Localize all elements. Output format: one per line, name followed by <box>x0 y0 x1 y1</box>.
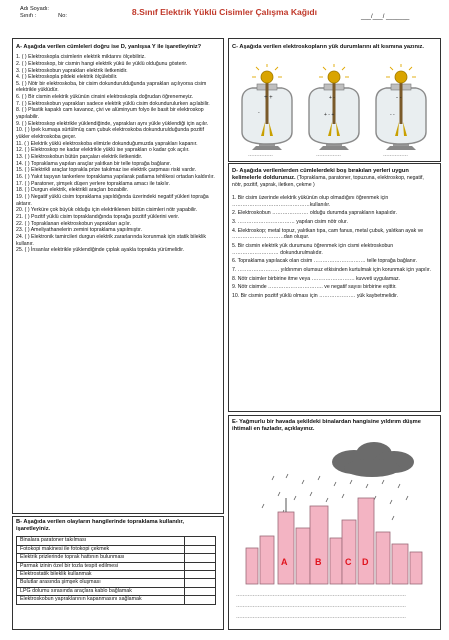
statement-item[interactable]: 14. ( ) Topraklama yapılan araçlar yalıtkan bir telle toprağa bağlanır. <box>16 160 172 167</box>
name-label: Adı Soyadı: <box>20 6 49 12</box>
fill-blank-item[interactable]: 6. Topraklama yapılacak olan cisim ………………………… telle toprağa bağlanır. <box>232 258 417 265</box>
table-row <box>17 537 216 545</box>
section-a-list <box>16 54 219 254</box>
event-cell: Elektroskobun yapraklarının kapanmasını sağlamak <box>17 596 185 604</box>
statement-item[interactable]: 25. ( ) İnsanlar elektrikle yüklendiğinde çıplak ayakla toprakta yürümelidir. <box>16 247 185 254</box>
check-cell[interactable] <box>185 587 216 595</box>
statement-item[interactable]: 3. ( ) Elektroskobun yaprakları elektrik iletkenidir. <box>16 67 128 74</box>
statement-item[interactable]: 9. ( ) Elektroskop elektrikle yüklendiğinde, yaprakları aynı yükle yüklendiği için açılır. <box>16 120 209 127</box>
lightning-buildings-figure <box>244 440 424 585</box>
fill-blank-item[interactable]: 10. Bir cismin pozitif yüklü olması için ………………… yük kaybetmelidir. <box>232 292 399 299</box>
event-cell: Binalara paratoner takılması <box>17 537 185 545</box>
electroscope-1 <box>242 64 292 150</box>
event-cell: Fotokopi makinesi ile fotokopi çekmek <box>17 545 185 553</box>
table-row <box>17 545 216 553</box>
statement-item[interactable]: 12. ( ) Elektroskop ne kadar elektrikle yüklü ise yaprakları o kadar çok açılır. <box>16 147 190 154</box>
answer-line[interactable]: ………………………………………………………………………………………… <box>236 614 406 620</box>
svg-text:+ +: + + <box>264 95 273 101</box>
answer-blank-1[interactable]: …………… <box>248 152 273 158</box>
building-label-a: A <box>281 557 288 567</box>
svg-text:- -: - - <box>390 112 395 118</box>
table-row <box>17 571 216 579</box>
fill-blank-item[interactable]: 1. Bir cisim üzerinde elektrik yükünün olup olmadığını öğrenmek için ………………………………………kullanılır. <box>232 195 389 208</box>
section-b-heading: B- Aşağıda verilen olayların hangilerinde topraklama kullanılır, işaretleyiniz. <box>16 519 184 533</box>
no-label: No: <box>58 13 67 19</box>
fill-blank-item[interactable]: 4. Elektroskop; metal topuz, yalıtkan tıpa, cam fanus, metal çubuk, yalıtkan ayak ve …………………………dan oluşur. <box>232 227 424 241</box>
answer-blank-2[interactable]: …………… <box>316 152 341 158</box>
fill-blank-item[interactable]: 5. Bir cismin elektrik yük durumunu öğrenmek için cismi elektroskobun ……………………… dokundurulmalıdır. <box>232 243 394 256</box>
statement-item[interactable]: 20. ( ) Yerküre çok büyük olduğu için elektriklenen bütün cisimleri nötr yapabilir. <box>16 207 198 214</box>
building-label-d: D <box>362 557 369 567</box>
fill-blank-item[interactable]: 2. Elektroskobun ………………… olduğu durumda yaprakların kapalıdır. <box>232 210 397 217</box>
statement-item[interactable]: 21. ( ) Pozitif yüklü cisim topraklandığında toprağa pozitif yüklerini verir. <box>16 213 180 220</box>
class-label: Sınıfı : <box>20 13 37 19</box>
building-label-c: C <box>345 557 352 567</box>
statement-item[interactable]: 24. ( ) Elektronik tamircileri durgun elektrik zararlarında korunmak için statik bileklik kullanır. <box>16 233 206 247</box>
section-b <box>16 519 219 605</box>
building-b <box>310 506 328 584</box>
statement-item[interactable]: 4. ( ) Elektroskopla pildeki elektrik ölçülebilir. <box>16 74 118 81</box>
buildings <box>246 498 422 584</box>
section-a-heading: A- Aşağıda verilen cümleleri doğru ise D, yanlışsa Y ile işaretleyiniz? <box>16 44 202 50</box>
section-e-heading: E- Yağmurlu bir havada şekildeki binalardan hangisine yıldırım düşme ihtimali en fazladır, açıklayınız. <box>232 419 421 433</box>
fill-blank-item[interactable]: 8. Nötr cisimler birbirine itme veya ……………………. kuvveti uygulamaz. <box>232 275 401 282</box>
statement-item[interactable]: 1. ( ) Elektroskopla cisimlerin elektrik miktarını ölçebiliriz. <box>16 54 146 61</box>
table-row <box>17 587 216 595</box>
table-row <box>17 579 216 587</box>
electroscope-2 <box>309 64 359 150</box>
fill-blank-item[interactable]: 9. Nötr cisimde ………………………….. ve negatif sayısı birbirine eşittir. <box>232 284 397 291</box>
word-bank: (Topraklama, paratoner, topuzuna, elektroskop, negatif, nötr, pozitif, yaprak, iletken, çekme ) <box>232 175 424 189</box>
grounding-table <box>16 536 216 604</box>
event-cell: LPG dolumu sırasında araçlara kablo bağlamak <box>17 587 185 595</box>
storm-cloud <box>332 442 414 477</box>
section-a <box>16 44 219 254</box>
answer-lines[interactable] <box>236 590 406 623</box>
statement-item[interactable]: 6. ( ) Bir cismin elektrik yükünün cinsini elektroskopla doğrudan öğrenemeyiz. <box>16 94 194 101</box>
svg-text:+ - +: + - + <box>324 112 335 118</box>
event-cell: Bulutlar arasında şimşek oluşması <box>17 579 185 587</box>
table-row <box>17 554 216 562</box>
statement-item[interactable]: 7. ( ) Elektroskobun yaprakları sadece elektrik yüklü cisim dokundurulurken açılabilir. <box>16 100 210 107</box>
building-a <box>278 512 294 584</box>
answer-blank-3[interactable]: …………… <box>383 152 408 158</box>
check-cell[interactable] <box>185 596 216 604</box>
check-cell[interactable] <box>185 562 216 570</box>
fill-blank-item[interactable]: 7. …………………… yıldırımın olumsuz etkisinden kurtulmak için korunmak için yapılır. <box>232 266 431 273</box>
statement-item[interactable]: 13. ( ) Elektroskobun bütün parçaları elektrik iletkenidir. <box>16 154 143 161</box>
section-c <box>232 44 435 51</box>
statement-item[interactable]: 17. ( ) Paratoner, şimşek düşen yerlere topraklama amacı ile takılır. <box>16 180 170 187</box>
table-row <box>17 562 216 570</box>
answer-line[interactable]: ………………………………………………………………………………………… <box>236 592 406 598</box>
building-c <box>342 520 356 584</box>
check-cell[interactable] <box>185 579 216 587</box>
statement-item[interactable]: 16. ( ) Yakıt taşıyan tankerlere topraklama yapılarak patlama tehlikesi ortadan kaldırılır. <box>16 174 215 181</box>
svg-text:+ -: + - <box>329 95 335 101</box>
check-cell[interactable] <box>185 554 216 562</box>
statement-item[interactable]: 19. ( ) Negatif yüklü cisim topraklama yapıldığında üzerindeki negatif yükleri toprağa aktarır. <box>16 193 209 207</box>
svg-text:-: - <box>258 110 260 116</box>
statement-item[interactable]: 2. ( ) Elektroskop, bir cismin hangi elektrik yükü ile yüklü olduğunu gösterir. <box>16 60 188 67</box>
section-d-list <box>232 195 435 300</box>
building-label-b: B <box>315 557 322 567</box>
event-cell: Elektrostatik bileklik kullanmak <box>17 571 185 579</box>
answer-line[interactable]: ………………………………………………………………………………………… <box>236 603 406 609</box>
check-cell[interactable] <box>185 537 216 545</box>
statement-item[interactable]: 8. ( ) Plastik kapaklı cam kavanoz, çivi ve alüminyum folyo ile basit bir elektroskop yapılabilir. <box>16 107 204 121</box>
statement-item[interactable]: 23. ( ) Ameliyathanelerin zemini topraklama yapılmıştır. <box>16 227 142 234</box>
check-cell[interactable] <box>185 545 216 553</box>
event-cell: Parmak izinin özel bir tozla tespit edilmesi <box>17 562 185 570</box>
statement-item[interactable]: 11. ( ) Elektrik yüklü elektroskoba elimizle dokunduğumuzda yaprakları kapanır. <box>16 140 198 147</box>
building-d <box>358 498 374 584</box>
statement-item[interactable]: 10. ( ) İpek kumaşa sürtülmüş cam çubuk elektroskoba dokundurulduğunda pozitif yükler elektroskoba geçer. <box>16 127 205 141</box>
svg-text:- -: - - <box>396 95 402 101</box>
electroscope-3 <box>376 64 426 150</box>
statement-item[interactable]: 18. ( ) Durgun elektrik, elektrikli araçları bozabilir. <box>16 187 129 194</box>
section-e <box>232 419 435 433</box>
statement-item[interactable]: 5. ( ) Nötr bir elektroskoba, bir cisim dokundurulduğunda yaprakları açılıyorsa cisim elektrikle yüklüdür. <box>16 80 207 94</box>
electroscopes-figure <box>232 64 436 156</box>
page-title: 8.Sınıf Elektrik Yüklü Cisimler Çalışma Kağıdı <box>131 7 318 17</box>
statement-item[interactable]: 15. ( ) Elektrikli araçlar toprakla prize takılmaz ise elektrik çarpması riski vardır. <box>16 167 197 174</box>
section-d <box>232 168 435 302</box>
fill-blank-item[interactable]: 3. …………………………… yapılan cisim nötr olur. <box>232 219 348 226</box>
date-field: ___/___/ _______ <box>361 14 410 20</box>
check-cell[interactable] <box>185 571 216 579</box>
statement-item[interactable]: 22. ( ) Topraklanan elektroskobun yaprakları açılır. <box>16 220 131 227</box>
table-row <box>17 596 216 604</box>
section-c-heading: C- Aşağıda verilen elektroskopların yük durumlarını alt kısmına yazınız. <box>232 44 424 50</box>
event-cell: Elektrik prizlerinde toprak hattının bulunması <box>17 554 185 562</box>
section-d-heading: D- Aşağıda verilenlerden cümlelerdeki boş bırakılan yerleri uygun kelimelerle doldurunuz. <box>232 168 409 182</box>
